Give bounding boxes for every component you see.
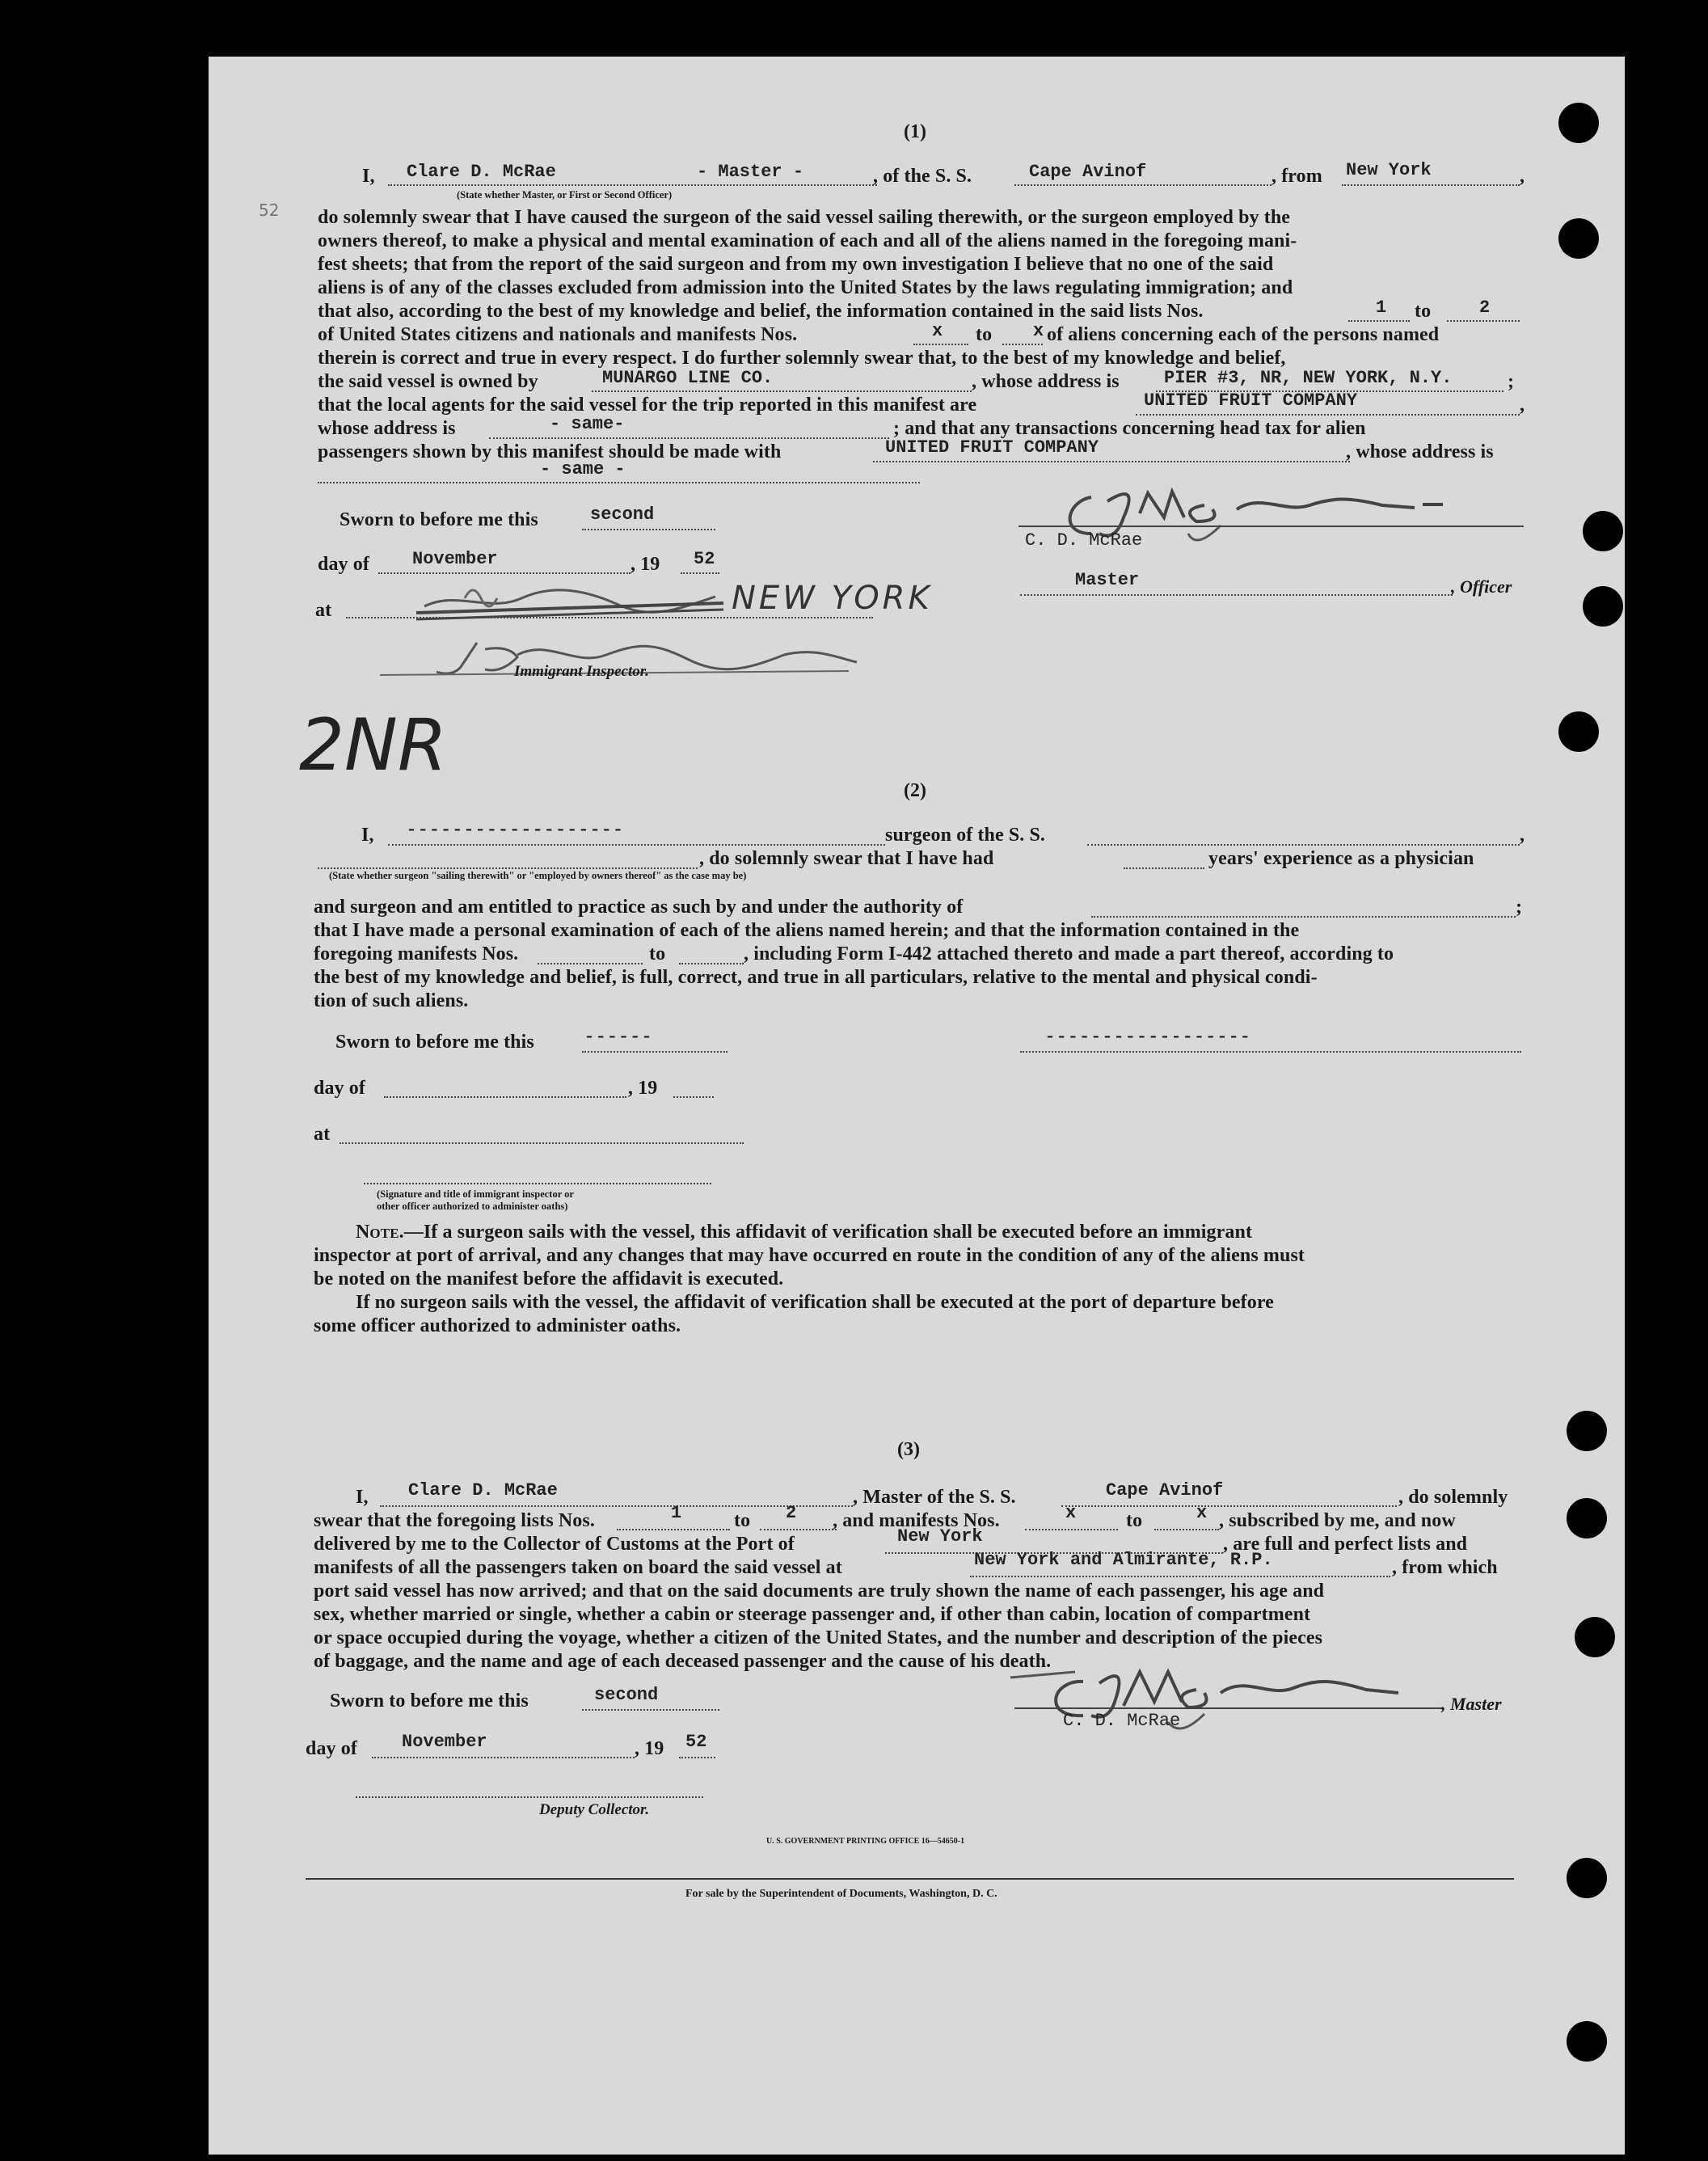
oath-text: ,	[1520, 825, 1525, 846]
ship-name: Cape Avinof	[1106, 1480, 1224, 1500]
note-line: —If a surgeon sails with the vessel, this affidavit of verification shall be executed before an immigrant	[403, 1222, 1253, 1243]
oath-text: of United States citizens and nationals and manifests Nos.	[318, 324, 798, 345]
oath-text: passengers shown by this manifest should be made with	[318, 441, 782, 462]
surgeon-note: (State whether surgeon "sailing therewith" or "employed by owners thereof" as the case may be)	[329, 870, 747, 881]
oath-text: surgeon of the S. S.	[885, 825, 1046, 846]
oath-text: port said vessel has now arrived; and that on the said documents are truly shown the name of each passenger, his age and	[314, 1581, 1325, 1602]
oath-text: delivered by me to the Collector of Customs at the Port of	[314, 1534, 795, 1555]
oath-text: tion of such aliens.	[314, 990, 469, 1011]
sworn-day: second	[590, 504, 655, 525]
oath-text: that I have made a personal examination of each of the aliens named herein; and that the information contained in the	[314, 920, 1300, 941]
master-typed-name: C. D. McRae	[1063, 1711, 1181, 1731]
headtax-with: UNITED FRUIT COMPANY	[885, 437, 1099, 458]
sworn-month: November	[412, 549, 498, 569]
oath-text: swear that the foregoing lists Nos.	[314, 1510, 595, 1531]
oath-text: to	[649, 943, 666, 964]
sworn-month: November	[402, 1732, 487, 1752]
oath-text: I,	[361, 825, 374, 846]
oath-text: , and manifests Nos.	[833, 1510, 1000, 1531]
sworn-day-dashes: - - - - - -	[586, 1025, 651, 1046]
note-label: Note.	[356, 1222, 404, 1243]
punch-hole	[1567, 1858, 1607, 1898]
margin-number: 52	[259, 200, 280, 220]
headtax-address: - same -	[540, 459, 626, 479]
gpo-imprint: U. S. GOVERNMENT PRINTING OFFICE 16—54650-1	[766, 1837, 965, 1846]
oath-text: fest sheets; that from the report of the said surgeon and from my own investigation I believe that no one of the said	[318, 254, 1274, 275]
oath-text: ; and that any transactions concerning head tax for alien	[893, 418, 1366, 439]
lists-from: 1	[671, 1503, 682, 1523]
vessel-owner: MUNARGO LINE CO.	[602, 368, 774, 388]
day-of-label: day of	[314, 1078, 365, 1099]
oath-text: , subscribed by me, and now	[1219, 1510, 1456, 1531]
rank-typed: - Master -	[697, 162, 804, 182]
oath-text: , whose address is	[972, 371, 1120, 392]
local-agents: UNITED FRUIT COMPANY	[1144, 390, 1358, 411]
oath-text: , from which	[1392, 1557, 1498, 1578]
oath-text: to	[976, 324, 993, 345]
oath-text: of aliens concerning each of the persons named	[1047, 324, 1440, 345]
oath-text: of baggage, and the name and age of each deceased passenger and the cause of his death.	[314, 1651, 1052, 1672]
punch-hole	[1567, 1411, 1607, 1451]
punch-hole	[1583, 511, 1623, 551]
oath-text: , whose address is	[1346, 441, 1494, 462]
at-label: at	[315, 600, 332, 621]
oath-text: that the local agents for the said vessel for the trip reported in this manifest are	[318, 395, 977, 416]
oath-text: I,	[356, 1487, 369, 1508]
oath-text: ;	[1516, 897, 1523, 918]
oath-text: , from	[1272, 166, 1322, 187]
day-of-label: day of	[306, 1738, 357, 1759]
arrival-port: New York	[897, 1526, 983, 1547]
oath-text: I,	[362, 166, 375, 187]
oath-text: ,	[1520, 166, 1525, 187]
manifests-to: x	[1033, 321, 1044, 341]
punch-hole	[1567, 1498, 1607, 1538]
manifests-from: x	[1065, 1503, 1077, 1523]
oath-text: aliens is of any of the classes excluded from admission into the United States by the laws regulating immigration; and	[318, 277, 1293, 298]
lists-to: 2	[1479, 298, 1491, 318]
master-label: , Master	[1441, 1694, 1502, 1714]
agents-address: - same-	[550, 414, 625, 434]
lists-to: 2	[786, 1503, 797, 1523]
punch-hole	[1583, 586, 1623, 627]
oath-text: that also, according to the best of my knowledge and belief, the information contained in the said lists Nos.	[318, 301, 1204, 322]
oath-text: , do solemnly swear that I have had	[699, 848, 994, 869]
margin-annotation: 2NR	[299, 703, 447, 787]
note-line: be noted on the manifest before the affidavit is executed.	[314, 1268, 784, 1289]
surgeon-name-dashes: - - - - - - - - - - - - - - - - - - -	[408, 818, 622, 839]
oath-text: and surgeon and am entitled to practice as such by and under the authority of	[314, 897, 964, 918]
year-label: , 19	[628, 1078, 658, 1099]
section-number: (1)	[904, 121, 926, 142]
sworn-day: second	[594, 1685, 659, 1705]
note-line: some officer authorized to administer oaths.	[314, 1315, 681, 1336]
manifests-from: x	[932, 321, 943, 341]
signature-note: (Signature and title of immigrant inspector or	[377, 1188, 574, 1200]
oath-text: ,	[1520, 395, 1525, 416]
oath-text: owners thereof, to make a physical and mental examination of each and all of the aliens named in the foregoing mani-	[318, 230, 1297, 251]
oath-text: ;	[1508, 371, 1515, 392]
oath-text: foregoing manifests Nos.	[314, 943, 519, 964]
note-text	[356, 1222, 1252, 1243]
footer-rule	[306, 1878, 1514, 1880]
oath-text: or space occupied during the voyage, whether a citizen of the United States, and the number and description of the pieces	[314, 1627, 1323, 1648]
sworn-label: Sworn to before me this	[339, 509, 538, 530]
section-number: (2)	[904, 780, 926, 801]
sworn-year: 52	[694, 549, 715, 569]
ports-boarded: New York and Almirante, R.P.	[974, 1550, 1273, 1570]
oath-text: years' experience as a physician	[1208, 848, 1474, 869]
signer-rank: Master	[1075, 570, 1140, 590]
master-name: Clare D. McRae	[407, 162, 556, 182]
struck-out-handwriting	[408, 574, 732, 631]
manifests-to: x	[1196, 1503, 1208, 1523]
sale-notice: For sale by the Superintendent of Documents, Washington, D. C.	[685, 1888, 997, 1900]
punch-hole	[1567, 2021, 1607, 2062]
owner-address: PIER #3, NR, NEW YORK, N.Y.	[1164, 368, 1453, 388]
note-line: inspector at port of arrival, and any changes that may have occurred en route in the condition of any of the aliens must	[314, 1245, 1305, 1266]
officer-label: , Officer	[1451, 576, 1512, 597]
section-number: (3)	[897, 1439, 920, 1460]
oath-text: the best of my knowledge and belief, is full, correct, and true in all particulars, relative to the mental and physical condi-	[314, 967, 1318, 988]
oath-text: , are full and perfect lists and	[1223, 1534, 1468, 1555]
oath-text: , of the S. S.	[873, 166, 972, 187]
sworn-place-handwritten: NEW YORK	[732, 580, 933, 617]
oath-text: to	[734, 1510, 751, 1531]
ship-name: Cape Avinof	[1029, 162, 1147, 182]
lists-from: 1	[1376, 298, 1387, 318]
oath-text: manifests of all the passengers taken on board the said vessel at	[314, 1557, 842, 1578]
year-label: , 19	[635, 1738, 664, 1759]
punch-hole	[1575, 1617, 1615, 1657]
oath-text: sex, whether married or single, whether a cabin or steerage passenger and, if other than cabin, location of compartment	[314, 1604, 1311, 1625]
oath-text: the said vessel is owned by	[318, 371, 538, 392]
punch-hole	[1558, 711, 1599, 752]
oath-text: therein is correct and true in every respect. I do further solemnly swear that, to the best of my knowledge and belief,	[318, 348, 1286, 369]
master-name: Clare D. McRae	[408, 1480, 558, 1500]
departure-port: New York	[1346, 160, 1432, 180]
oath-text: to	[1415, 301, 1432, 322]
sworn-year: 52	[685, 1732, 707, 1752]
oath-text: to	[1126, 1510, 1143, 1531]
oath-text: , Master of the S. S.	[853, 1487, 1016, 1508]
deputy-collector-label: Deputy Collector.	[539, 1801, 650, 1818]
year-label: , 19	[630, 554, 660, 575]
sworn-label: Sworn to before me this	[335, 1032, 534, 1053]
oath-text: whose address is	[318, 418, 456, 439]
punch-hole	[1558, 218, 1599, 259]
punch-hole	[1558, 103, 1599, 143]
sworn-label: Sworn to before me this	[330, 1690, 529, 1711]
surgeon-signature-dashes: - - - - - - - - - - - - - - - - - -	[1047, 1025, 1249, 1046]
inspector-title: Immigrant Inspector.	[514, 663, 649, 680]
oath-text: , do solemnly	[1398, 1487, 1508, 1508]
signature-note: other officer authorized to administer oaths)	[377, 1201, 568, 1212]
oath-text: , including Form I-442 attached thereto and made a part thereof, according to	[744, 943, 1394, 964]
note-line: If no surgeon sails with the vessel, the affidavit of verification shall be executed at the port of departure before	[356, 1292, 1274, 1313]
master-typed-name: C. D. McRae	[1025, 530, 1143, 551]
oath-text: do solemnly swear that I have caused the surgeon of the said vessel sailing therewith, or the surgeon employed by the	[318, 207, 1291, 228]
day-of-label: day of	[318, 554, 369, 575]
rank-note: (State whether Master, or First or Second Officer)	[457, 189, 673, 200]
at-label: at	[314, 1124, 331, 1145]
